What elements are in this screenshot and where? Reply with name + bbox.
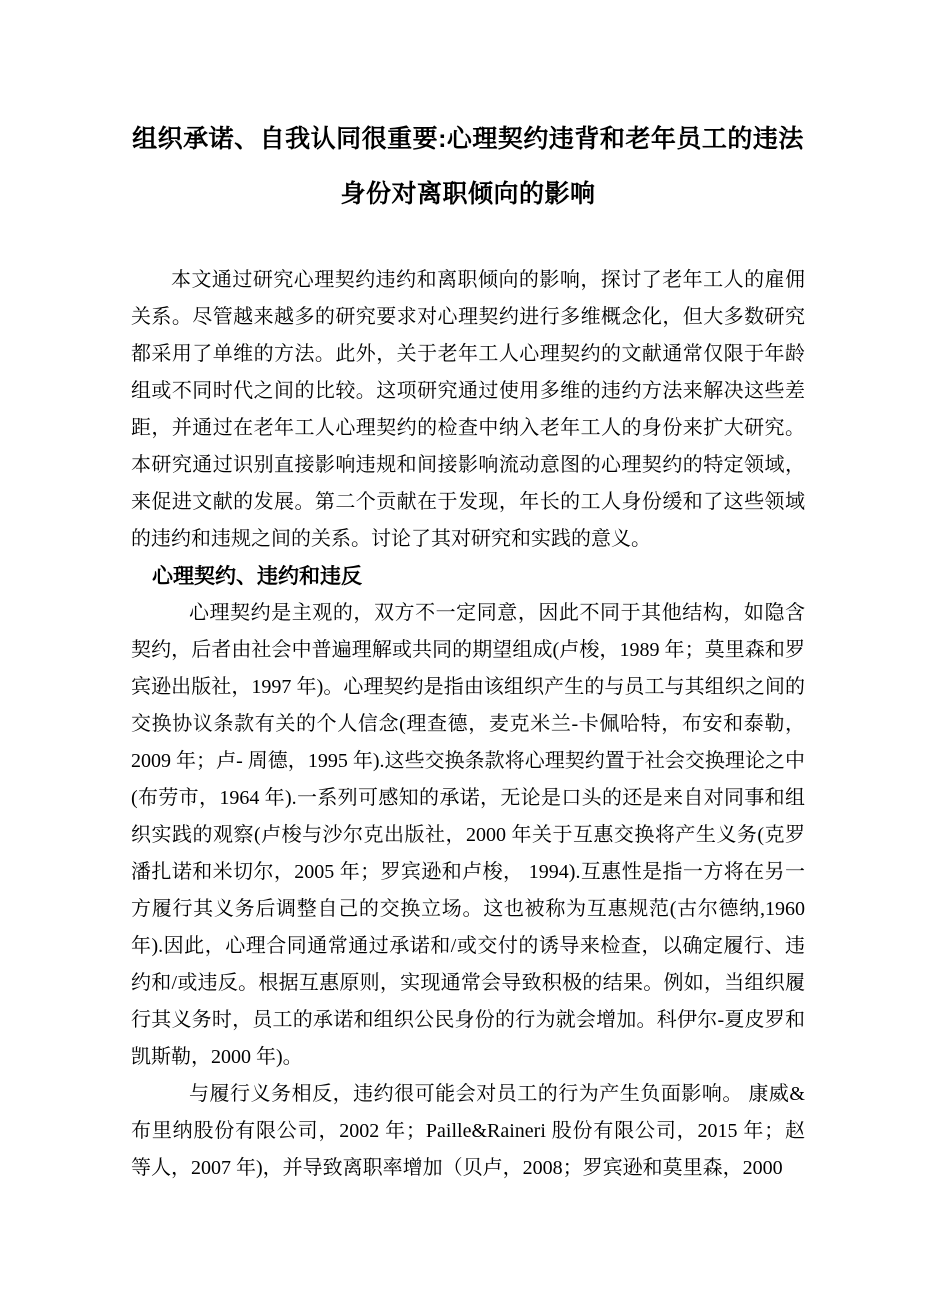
title-line-1: 组织承诺、自我认同很重要:心理契约违背和老年员工的违法 <box>132 125 804 153</box>
abstract-paragraph: 本文通过研究心理契约违约和离职倾向的影响，探讨了老年工人的雇佣关系。尽管越来越多的研究要求对心理契约进行多维概念化，但大多数研究都采用了单维的方法。此外，关于老年工人心理契约的文献通常仅限于年龄组或不同时代之间的比较。这项研究通过使用多维的违约方法来解决这些差距，并通过在老年工人心理契约的检查中纳入老年工人的身份来扩大研究。本研究通过识别直接影响违规和间接影响流动意图的心理契约的特定领域，来促进文献的发展。第二个贡献在于发现，年长的工人身份缓和了这些领域的违约和违规之间的关系。讨论了其对研究和实践的意义。 <box>131 269 805 550</box>
text-column <box>131 0 805 1187</box>
body-paragraph-violation: 与履行义务相反，违约很可能会对员工的行为产生负面影响。 康威&布里纳股份有限公司，2002 年；Paille&Raineri 股份有限公司，2015 年；赵等人，2007 年)，并导致离职率增加（贝卢，2008；罗宾逊和莫里森，2000 <box>131 1083 805 1179</box>
document-title <box>131 0 805 222</box>
title-line-2: 身份对离职倾向的影响 <box>340 180 596 208</box>
body-paragraph-contract: 心理契约是主观的，双方不一定同意，因此不同于其他结构，如隐含契约，后者由社会中普遍理解或共同的期望组成(卢梭，1989 年；莫里森和罗宾逊出版社，1997 年)。心理契约是指由该组织产生的与员工与其组织之间的交换协议条款有关的个人信念(理查德，麦克米兰-卡佩哈特，布安和泰勒，2009 年；卢- 周德，1995 年).这些交换条款将心理契约置于社会交换理论之中(布劳市，1964 年).一系列可感知的承诺，无论是口头的还是来自对同事和组织实践的观察(卢梭与沙尔克出版社，2000 年关于互惠交换将产生义务(克罗潘扎诺和米切尔，2005 年；罗宾逊和卢梭， 1994).互惠性是指一方将在另一方履行其义务后调整自己的交换立场。这也被称为互惠规范(古尔德纳,1960 年).因此，心理合同通常通过承诺和/或交付的诱导来检查，以确定履行、违约和/或违反。根据互惠原则，实现通常会导致积极的结果。例如，当组织履行其义务时，员工的承诺和组织公民身份的行为就会增加。科伊尔-夏皮罗和凯斯勒，2000 年)。 <box>131 602 805 1068</box>
section-heading: 心理契约、违约和违反 <box>152 564 362 588</box>
